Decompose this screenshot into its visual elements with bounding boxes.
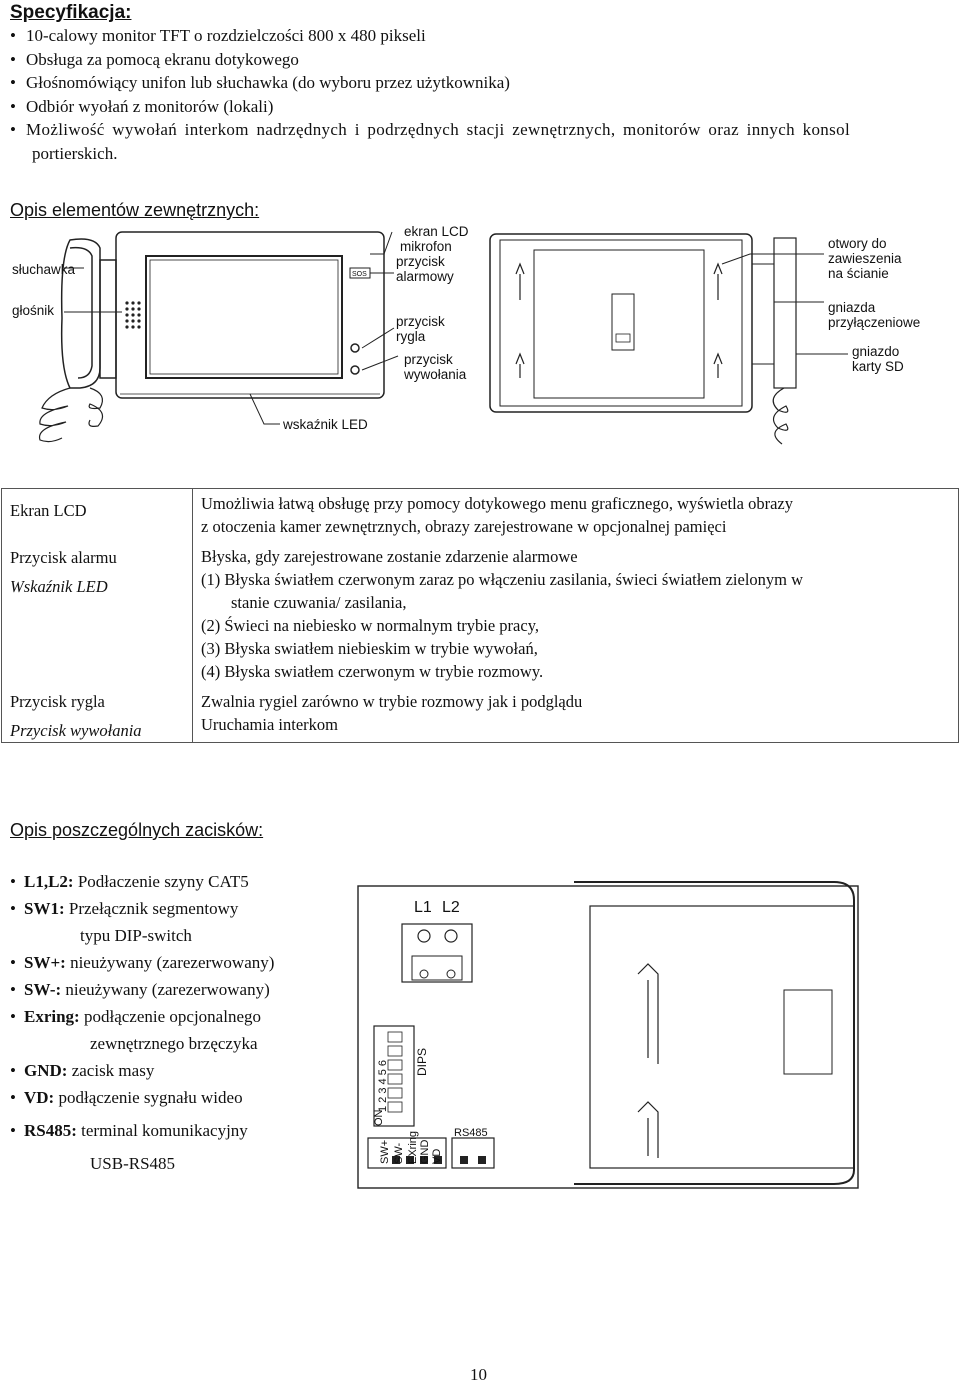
name-alarm: Przycisk alarmu: [10, 548, 117, 567]
label-pin-vd: VD: [431, 1148, 443, 1164]
label-lcd: ekran LCD: [404, 224, 469, 239]
mount-hole: [714, 264, 722, 300]
label-rs485: RS485: [454, 1127, 488, 1139]
back-plate: [490, 234, 752, 412]
label-sd-2: karty SD: [852, 359, 904, 374]
label-lock-2: rygla: [396, 329, 426, 344]
spec-item: • Możliwość wywołań interkom nadrzędnych i podrzędnych stacji zewnętrznych, monitorów oraz innych konsol: [10, 118, 956, 142]
page-number: 10: [470, 1365, 487, 1384]
mount-slot: [638, 1102, 658, 1158]
label-sockets-1: gniazda: [828, 300, 876, 315]
desc-led-5: (4) Błyska swiatłem czerwonym w trybie rozmowy.: [201, 662, 544, 681]
term-item: • L1,L2: Podłaczenie szyny CAT5: [10, 868, 350, 895]
spec-item: • Odbiór wyołań z monitorów (lokali): [10, 95, 956, 119]
term-item: • SW+: nieużywany (zarezerwowany): [10, 949, 350, 976]
term-item: • RS485: terminal komunikacyjny: [10, 1117, 350, 1144]
label-mic: mikrofon: [400, 239, 452, 254]
term-item: • VD: podłączenie sygnału wideo: [10, 1084, 350, 1111]
term-item: • Exring: podłączenie opcjonalnego: [10, 1003, 350, 1030]
term-item-cont: typu DIP-switch: [80, 926, 192, 945]
sos-label: SOS: [352, 271, 367, 278]
mount-hole: [516, 354, 524, 378]
table-row: [2, 489, 959, 743]
desc-led-3: (2) Świeci na niebiesko w normalnym trybie pracy,: [201, 616, 540, 635]
desc-led-4: (3) Błyska swiatłem niebieskim w trybie wywołań,: [201, 639, 538, 658]
name-led: Wskaźnik LED: [10, 577, 108, 596]
name-call: Przycisk wywołania: [10, 721, 142, 740]
label-l1: L1: [414, 899, 432, 916]
label-pin-exring: EXring: [407, 1130, 419, 1164]
label-call-2: wywołania: [404, 367, 467, 382]
terminals-figure: [356, 880, 860, 1192]
label-sd-1: gniazdo: [852, 344, 900, 359]
desc-led-1: (1) Błyska światłem czerwonym zaraz po włączeniu zasilania, świeci światłem zielonym w: [201, 570, 804, 589]
spec-title: Specyfikacja:: [10, 2, 132, 23]
term-item-cont: zewnętrznego brzęczyka: [90, 1034, 258, 1053]
name-lcd: Ekran LCD: [10, 501, 87, 520]
desc-alarm: Błyska, gdy zarejestrowane zostanie zdarzenie alarmowe: [201, 547, 578, 566]
lcd-screen: [146, 256, 342, 378]
label-speaker: głośnik: [12, 303, 55, 318]
spec-item: • Głośnomówiący unifon lub słuchawka (do wyboru przez użytkownika): [10, 71, 956, 95]
spec-item: • 10-calowy monitor TFT o rozdzielczości 800 x 480 pikseli: [10, 24, 956, 48]
term-item: • GND: zacisk masy: [10, 1057, 350, 1084]
label-alarm-2: alarmowy: [396, 269, 454, 284]
label-pin-sw-plus: SW+: [379, 1139, 391, 1164]
spec-item: • Obsługa za pomocą ekranu dotykowego: [10, 48, 956, 72]
label-alarm-1: przycisk: [396, 254, 445, 269]
label-holes-2: zawieszenia: [828, 251, 902, 266]
label-call-1: przycisk: [404, 352, 453, 367]
label-dips: DIPS: [415, 1047, 429, 1076]
desc-led-2: stanie czuwania/ zasilania,: [231, 593, 407, 612]
label-holes-1: otwory do: [828, 236, 887, 251]
term-item-cont: USB-RS485: [90, 1154, 176, 1173]
elements-table: [1, 488, 959, 743]
mount-hole: [714, 354, 722, 378]
term-item: • SW-: nieużywany (zarezerwowany): [10, 976, 350, 1003]
term-item: • SW1: Przełącznik segmentowy: [10, 895, 350, 922]
label-led: wskaźnik LED: [283, 417, 368, 432]
table-cell-names: [2, 489, 193, 743]
monitor-front-figure: [0, 218, 490, 458]
mount-hole: [516, 264, 524, 300]
spec-list: [10, 24, 956, 165]
terminals-list: [10, 868, 350, 1177]
inset-connector: [784, 990, 832, 1074]
figure-frame: [358, 886, 858, 1188]
label-lock-1: przycisk: [396, 314, 445, 329]
desc-call: Uruchamia interkom: [201, 715, 338, 734]
rs485-header: [452, 1138, 494, 1168]
terminals-title: Opis poszczególnych zacisków:: [10, 820, 264, 840]
desc-lcd-1: Umożliwia łatwą obsługę przy pomocy dotykowego menu graficznego, wyświetla obrazy: [201, 494, 793, 513]
label-handset: słuchawka: [12, 262, 76, 277]
spec-item-continuation: portierskich.: [32, 143, 118, 163]
external-title: Opis elementów zewnętrznych:: [10, 200, 260, 220]
monitor-back-figure: [488, 224, 958, 460]
label-l2: L2: [442, 899, 460, 916]
label-dip-numbers: 1 2 3 4 5 6: [377, 1060, 389, 1112]
desc-lcd-2: z otoczenia kamer zewnętrznych, obrazy zarejestrowane w opcjonalnej pamięci: [201, 517, 727, 536]
label-sockets-2: przyłączeniowe: [828, 315, 921, 330]
mount-slot: [638, 964, 658, 1064]
name-lock: Przycisk rygla: [10, 692, 105, 711]
label-pin-gnd: GND: [419, 1139, 431, 1164]
speaker-grill: [125, 301, 140, 328]
label-holes-3: na ścianie: [828, 266, 889, 281]
label-pin-sw-minus: SW-: [393, 1142, 405, 1164]
desc-lock: Zwalnia rygiel zarówno w trybie rozmowy jak i podglądu: [201, 692, 583, 711]
table-cell-descriptions: [193, 489, 959, 743]
label-on: ON: [373, 1109, 385, 1126]
